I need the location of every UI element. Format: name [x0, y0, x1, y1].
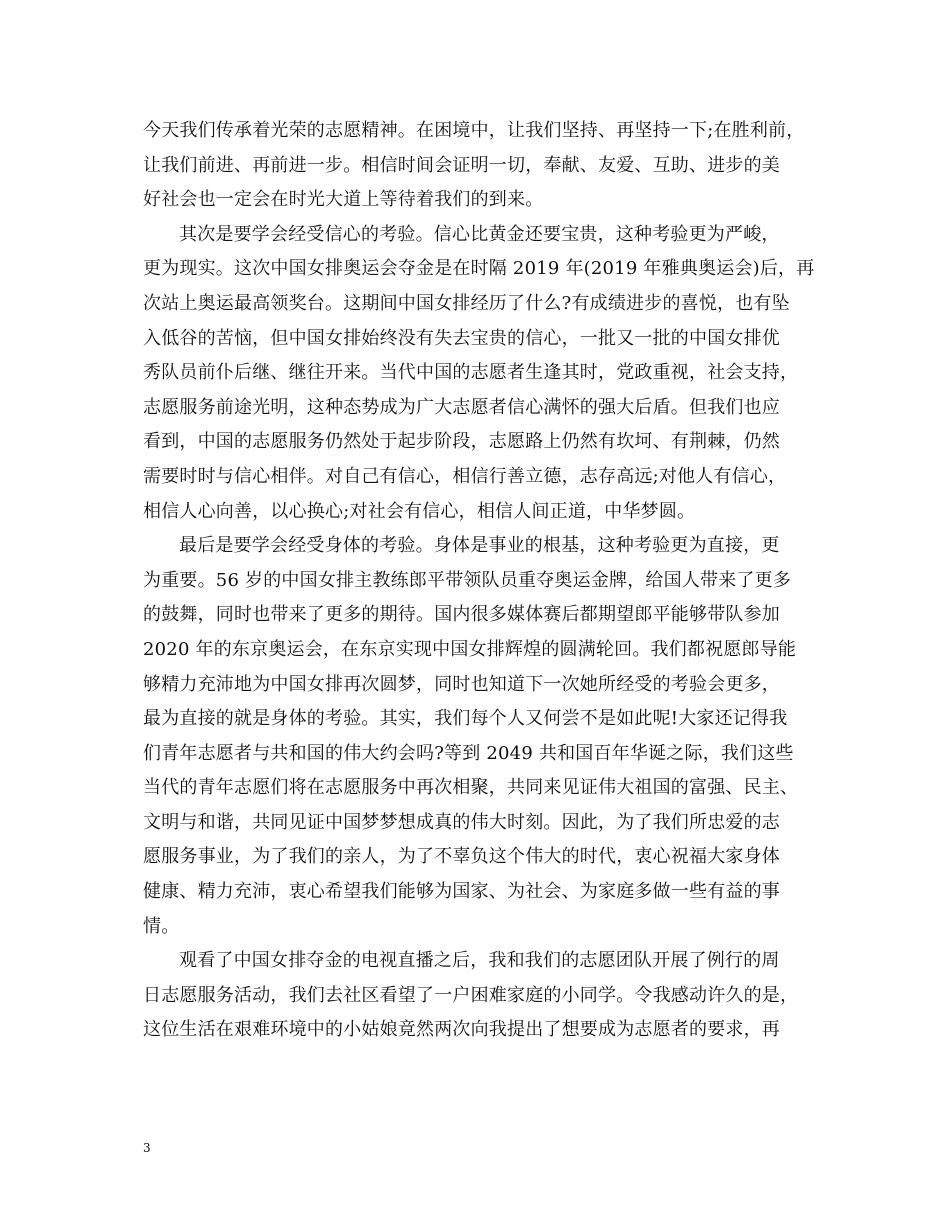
text-line: 愿服务事业，为了我们的亲人，为了不辜负这个伟大的时代，衷心祝福大家身体 [143, 846, 780, 868]
text-line: 看到，中国的志愿服务仍然处于起步阶段，志愿路上仍然有坎坷、有荆棘，仍然 [143, 431, 780, 453]
text-line: 当代的青年志愿们将在志愿服务中再次相聚，共同来见证伟大祖国的富强、民主、 [143, 777, 799, 799]
text-line: 相信人心向善，以心换心;对社会有信心，相信人间正道，中华梦圆。 [143, 500, 696, 522]
text-line: 们青年志愿者与共和国的伟大约会吗?等到 2049 共和国百年华诞之际，我们这些 [143, 742, 794, 764]
text-line: 志愿服务前途光明，这种态势成为广大志愿者信心满怀的强大后盾。但我们也应 [143, 396, 780, 418]
text-line: 观看了中国女排夺金的电视直播之后，我和我们的志愿团队开展了例行的周 [179, 950, 780, 972]
text-line: 让我们前进、再前进一步。相信时间会证明一切，奉献、友爱、互助、进步的美 [143, 154, 780, 176]
text-line: 文明与和谐，共同见证中国梦梦想成真的伟大时刻。因此，为了我们所忠爱的志 [143, 811, 780, 833]
text-line: 的鼓舞，同时也带来了更多的期待。国内很多媒体赛后都期望郎平能够带队参加 [143, 604, 780, 626]
text-line: 次站上奥运最高领奖台。这期间中国女排经历了什么?有成绩进步的喜悦，也有坠 [143, 292, 790, 314]
text-line: 最后是要学会经受身体的考验。身体是事业的根基，这种考验更为直接，更 [179, 535, 780, 557]
text-line: 更为现实。这次中国女排奥运会夺金是在时隔 2019 年(2019 年雅典奥运会)后，再 [143, 258, 815, 280]
text-line: 最为直接的就是身体的考验。其实，我们每个人又何尝不是如此呢!大家还记得我 [143, 708, 788, 730]
text-line: 好社会也一定会在时光大道上等待着我们的到来。 [143, 189, 544, 211]
text-line: 今天我们传承着光荣的志愿精神。在困境中，让我们坚持、再坚持一下;在胜利前， [143, 120, 805, 141]
text-line: 日志愿服务活动，我们去社区看望了一户困难家庭的小同学。令我感动许久的是， [143, 984, 799, 1006]
document-body [143, 114, 823, 1048]
text-line: 够精力充沛地为中国女排再次圆梦，同时也知道下一次她所经受的考验会更多， [143, 673, 780, 695]
text-line: 入低谷的苦恼，但中国女排始终没有失去宝贵的信心，一批又一批的中国女排优 [143, 327, 780, 349]
text-line: 秀队员前仆后继、继往开来。当代中国的志愿者生逢其时，党政重视，社会支持， [143, 362, 799, 384]
text-line: 健康、精力充沛，衷心希望我们能够为国家、为社会、为家庭多做一些有益的事 [143, 881, 780, 903]
text-line: 2020 年的东京奥运会，在东京实现中国女排辉煌的圆满轮回。我们都祝愿郎导能 [143, 638, 797, 660]
text-line: 其次是要学会经受信心的考验。信心比黄金还要宝贵，这种考验更为严峻， [179, 223, 780, 245]
text-line: 需要时时与信心相伴。对自己有信心，相信行善立德，志存高远;对他人有信心， [143, 465, 787, 487]
text-line: 情。 [143, 915, 180, 937]
page-number: 3 [143, 1141, 151, 1155]
text-line: 这位生活在艰难环境中的小姑娘竟然两次向我提出了想要成为志愿者的要求，再 [143, 1019, 780, 1041]
text-line: 为重要。56 岁的中国女排主教练郎平带领队员重夺奥运金牌，给国人带来了更多 [143, 569, 792, 591]
